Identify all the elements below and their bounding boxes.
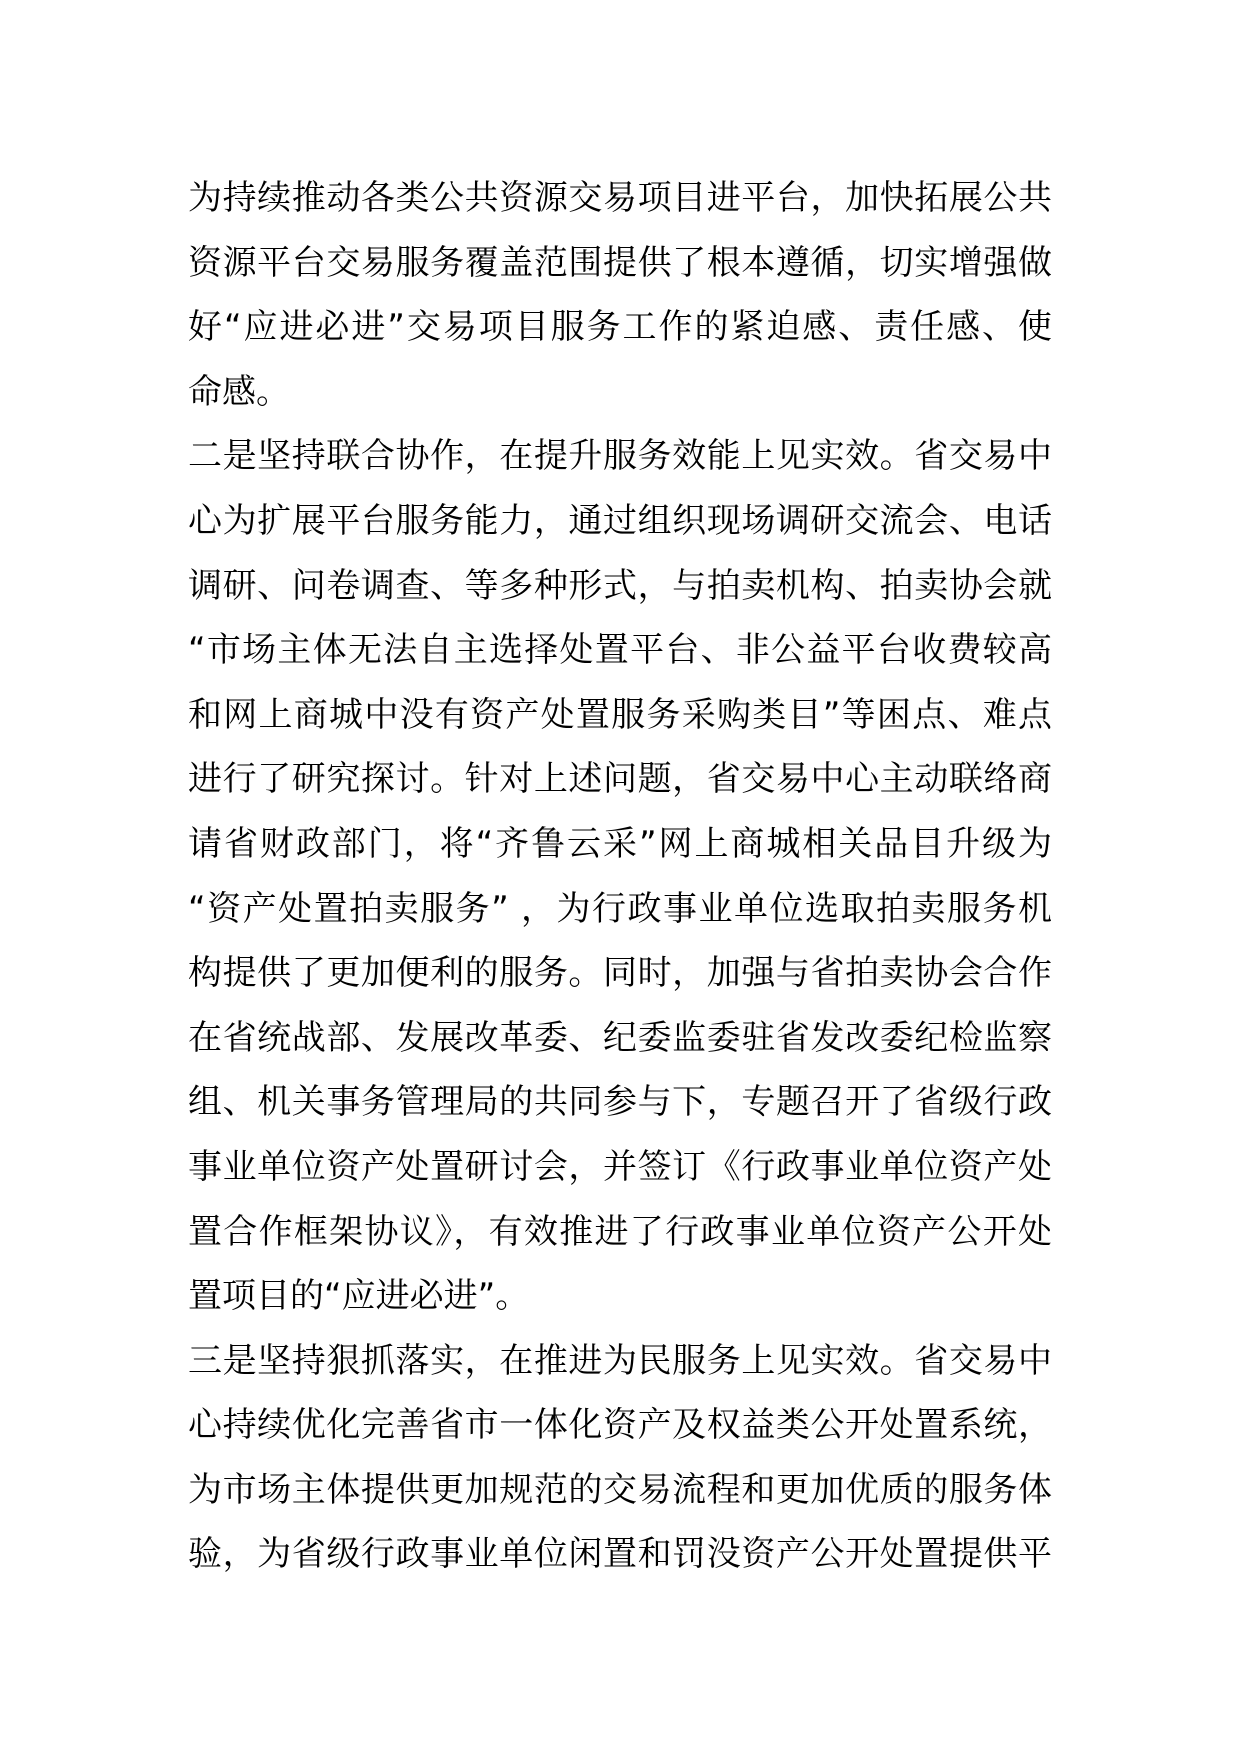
body-text [188,166,1052,1587]
text-line: 置项目的“应进必进”。 [188,1276,530,1317]
text-line: 和网上商城中没有资产处置服务采购类目”等困点、难点 [188,694,1052,735]
text-line: 请省财政部门，将“齐鲁云采”网上商城相关品目升级为 [188,823,1052,864]
text-line: 资源平台交易服务覆盖范围提供了根本遵循，切实增强做 [188,242,1052,283]
text-line: 调研、问卷调查、等多种形式，与拍卖机构、拍卖协会就 [188,565,1052,606]
text-line: 心为扩展平台服务能力，通过组织现场调研交流会、电话 [188,500,1052,541]
text-line: 验，为省级行政事业单位闲置和罚没资产公开处置提供平 [188,1534,1052,1575]
text-line: 进行了研究探讨。针对上述问题，省交易中心主动联络商 [188,759,1052,800]
text-line: “资产处置拍卖服务” ，为行政事业单位选取拍卖服务机 [188,888,1052,929]
text-line: “市场主体无法自主选择处置平台、非公益平台收费较高 [188,630,1052,671]
text-line: 事业单位资产处置研讨会，并签订《行政事业单位资产处 [188,1146,1052,1187]
text-line: 构提供了更加便利的服务。同时，加强与省拍卖协会合作 [188,953,1052,994]
text-line: 置合作框架协议》，有效推进了行政事业单位资产公开处 [188,1211,1052,1252]
text-line: 心持续优化完善省市一体化资产及权益类公开处置系统， [188,1405,1052,1446]
text-line: 二是坚持联合协作，在提升服务效能上见实效。省交易中 [188,436,1052,477]
text-line: 为市场主体提供更加规范的交易流程和更加优质的服务体 [188,1469,1052,1510]
text-line: 在省统战部、发展改革委、纪委监委驻省发改委纪检监察 [188,1017,1052,1058]
text-line: 为持续推动各类公共资源交易项目进平台，加快拓展公共 [188,178,1052,218]
text-line: 三是坚持狠抓落实，在推进为民服务上见实效。省交易中 [188,1340,1052,1381]
text-line: 组、机关事务管理局的共同参与下，专题召开了省级行政 [188,1082,1052,1123]
text-line: 命感。 [188,371,290,412]
text-line: 好“应进必进”交易项目服务工作的紧迫感、责任感、使 [188,307,1052,348]
